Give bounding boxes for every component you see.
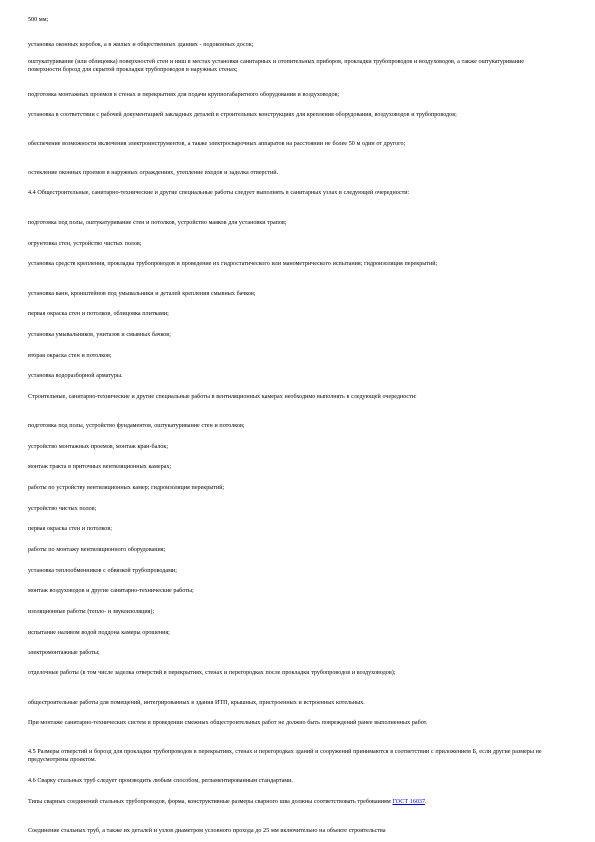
paragraph-13: первая окраска стен и потолков, облицовка плитками; (28, 311, 169, 317)
paragraph-10: огрунтовка стен, устройство чистых полов; (28, 241, 142, 247)
paragraph-6: обеспечение возможности включения электроинструментов, а также электросварочных аппаратов на расстоянии не более 50 м один от другого; (28, 141, 406, 147)
paragraph-19: устройство монтажных проемов, монтаж кран-балок; (28, 444, 169, 450)
paragraph-16: установка водоразборной арматуры. (28, 373, 123, 379)
paragraph-35 (28, 798, 427, 806)
paragraph-20: монтаж тракта в приточных вентиляционных камерах; (28, 464, 172, 470)
paragraph-11: установка средств крепления, прокладка трубопроводов и проведение их гидростатического или манометрического испытания; гидроизоляция перекрытий; (28, 261, 438, 267)
paragraph-35-text: Типы сварных соединений стальных трубопроводов, форма, конструктивные размеры сварного шва должны соответствовать требованиям (28, 799, 391, 805)
paragraph-26: монтаж воздуховодов и другие санитарно-технические работы; (28, 588, 194, 594)
paragraph-22: устройство чистых полов; (28, 506, 97, 512)
gost-16037-link[interactable]: ГОСТ 16037 (392, 799, 426, 805)
paragraph-33: 4.5 Размеры отверстий и борозд для прокладки трубопроводов в перекрытиях, стенах и перегородках зданий и сооружений принимаются в соответствии с приложением Б, если другие размеры не предусмотрены проектом. (28, 749, 542, 764)
paragraph-27: изоляционные работы (тепло- и звукоизоляция); (28, 609, 155, 615)
paragraph-32: При монтаже санитарно-технических систем и проведении смежных общестроительных работ не должно быть повреждений ранее выполненных работ. (28, 720, 428, 726)
paragraph-25: установка теплообменников с обвязкой трубопроводами; (28, 568, 177, 574)
paragraph-29: электромонтажные работы; (28, 650, 100, 656)
paragraph-1: 500 мм; (28, 17, 49, 23)
paragraph-17: Строительные, санитарно-технические и другие специальные работы в вентиляционных камерах необходимо выполнять в следующей очередности: (28, 394, 417, 400)
paragraph-23: первая окраска стен и потолков; (28, 526, 112, 532)
paragraph-34: 4.6 Сварку стальных труб следует производить любым способом, регламентированным стандартами. (28, 778, 293, 784)
paragraph-12: установка ванн, кронштейнов под умывальники и деталей крепления смывных бачков; (28, 291, 256, 297)
paragraph-8: 4.4 Общестроительные, санитарно-технические и другие специальные работы следует выполнять в санитарных узлах в следующей очередности: (28, 190, 410, 196)
paragraph-15: вторая окраска стен и потолков; (28, 353, 112, 359)
paragraph-14: установка умывальников, унитазов и смывных бачков; (28, 332, 171, 338)
paragraph-30: отделочные работы (в том числе заделка отверстий в перекрытиях, стенах и перегородках после прокладки трубопроводов и воздуховодов); (28, 670, 396, 676)
paragraph-2: установка оконных коробок, а в жилых и общественных зданиях - подоконных досок; (28, 42, 254, 48)
paragraph-31: общестроительные работы для помещений, интегрированных в здания ИТП, крышных, пристроенных и встроенных котельных. (28, 700, 365, 706)
paragraph-5: установка в соответствии с рабочей документацией закладных деталей в строительных конструкциях для крепления оборудования, воздуховодов и трубопроводов; (28, 112, 457, 118)
paragraph-28: испытание наливом водой поддона камеры орошения; (28, 630, 170, 636)
paragraph-24: работы по монтажу вентиляционного оборудования; (28, 547, 166, 553)
paragraph-35-tail: . (425, 799, 427, 805)
paragraph-7: остекление оконных проемов в наружных ограждениях, утепление входов и заделка отверстий. (28, 170, 279, 176)
paragraph-4: подготовка монтажных проемов в стенах и перекрытиях для подачи крупногабаритного оборудования и воздуховодов; (28, 92, 340, 98)
paragraph-21: работы по устройству вентиляционных камер; гидроизоляция перекрытий; (28, 485, 225, 491)
paragraph-9: подготовка под полы, оштукатуривание стен и потолков, устройство маяков для установки трапов; (28, 220, 287, 226)
paragraph-18: подготовка под полы, устройство фундаментов, оштукатуривание стен и потолков; (28, 423, 245, 429)
paragraph-3: оштукатуривание (или облицовка) поверхностей стен и ниш в местах установки санитарных и отопительных приборов, прокладки трубопроводов и воздуховодов, а также оштукатуривание поверхности борозд для скрытой прокладки трубопроводов в наружных стенах; (28, 59, 524, 74)
paragraph-36: Соединение стальных труб, а также их деталей и узлов диаметром условного прохода до 25 мм включительно на объекте строительства (28, 828, 386, 834)
